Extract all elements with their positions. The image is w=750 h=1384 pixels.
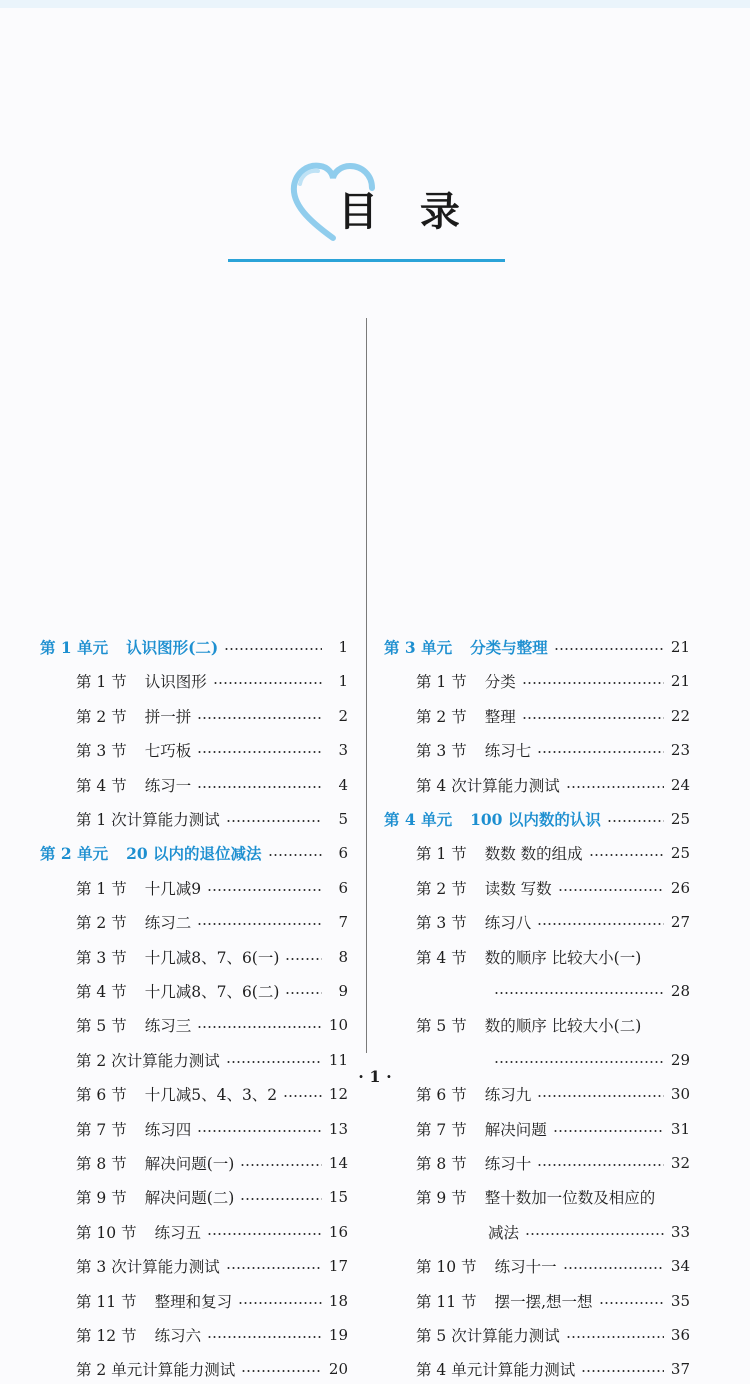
toc-entry-title: 分类与整理 <box>470 638 548 657</box>
toc-entry-row[interactable] <box>416 907 690 937</box>
dot-leader <box>207 889 322 891</box>
toc-page-number: 36 <box>670 1326 690 1344</box>
toc-entry-label <box>76 1358 235 1380</box>
dot-leader <box>566 1336 664 1338</box>
dot-leader <box>197 1026 322 1028</box>
dot-leader <box>224 648 322 650</box>
toc-entry-label <box>76 946 279 968</box>
toc-entry-number: 第 5 次计算能力测试 <box>416 1327 560 1345</box>
dot-leader <box>197 786 322 788</box>
toc-entry-number: 第 1 节 <box>416 673 467 692</box>
dot-leader <box>226 1267 322 1269</box>
toc-page-number: 22 <box>670 706 690 725</box>
toc-entry-title: 减法 <box>488 1223 520 1242</box>
toc-unit-row[interactable] <box>384 632 690 662</box>
toc-entry-row[interactable] <box>76 1320 348 1350</box>
toc-entry-number: 第 4 节 <box>76 776 127 795</box>
toc-entry-number: 第 2 节 <box>76 707 127 726</box>
toc-entry-row[interactable] <box>416 838 690 868</box>
toc-entry-row[interactable] <box>76 1010 348 1040</box>
toc-entry-title: 十几减8、7、6(一) <box>144 948 280 967</box>
dot-leader <box>213 682 322 684</box>
toc-entry-row[interactable] <box>416 1286 690 1316</box>
toc-unit-row[interactable] <box>40 838 348 868</box>
toc-entry-label <box>76 1083 277 1105</box>
toc-entry-label <box>76 1221 201 1243</box>
toc-entry-number: 第 4 单元计算能力测试 <box>416 1361 576 1380</box>
dot-leader <box>607 820 664 822</box>
toc-entry-title: 十几减9 <box>144 879 202 898</box>
toc-entry-number: 第 2 节 <box>76 914 127 933</box>
toc-entry-row[interactable] <box>416 1010 690 1040</box>
toc-page-number: 25 <box>670 810 690 828</box>
toc-entry-row[interactable] <box>76 942 348 972</box>
toc-entry-title: 拼一拼 <box>144 707 192 726</box>
toc-entry-number: 第 7 节 <box>76 1120 127 1139</box>
dot-leader <box>197 751 322 753</box>
toc-entry-row[interactable] <box>76 1251 348 1281</box>
toc-entry-row[interactable] <box>416 1148 690 1178</box>
toc-entry-number: 第 3 节 <box>76 948 127 967</box>
toc-entry-title: 十几减8、7、6(二) <box>144 983 280 1001</box>
toc-entry-number: 第 7 节 <box>416 1120 467 1139</box>
toc-entry-title: 解决问题(二) <box>144 1189 235 1208</box>
toc-entry-number: 第 1 节 <box>76 673 127 692</box>
toc-entry-title: 练习五 <box>154 1223 202 1242</box>
toc-entry-row[interactable] <box>76 1148 348 1178</box>
toc-page-number: 4 <box>338 775 348 794</box>
toc-entry-number: 第 8 节 <box>76 1155 127 1173</box>
dot-leader <box>197 923 322 925</box>
toc-page-number: 25 <box>670 844 690 863</box>
toc-page-number: 29 <box>670 1050 690 1069</box>
toc-entry-row[interactable] <box>416 666 690 696</box>
dot-leader <box>522 717 664 719</box>
dot-leader <box>494 1061 664 1063</box>
toc-page-number: 6 <box>338 878 348 897</box>
dot-leader <box>553 1130 664 1132</box>
dot-leader <box>581 1370 664 1372</box>
toc-page-number: 20 <box>328 1360 348 1379</box>
toc-entry-label <box>416 739 531 761</box>
dot-leader <box>494 992 664 994</box>
dot-leader <box>537 751 664 753</box>
toc-entry-title: 认识图形(二) <box>126 638 219 657</box>
toc-entry-number: 第 2 节 <box>416 707 467 726</box>
toc-entry-title: 数的顺序 比较大小(一) <box>484 948 642 967</box>
dot-leader <box>240 1198 322 1200</box>
page-number: · 1 · <box>358 1067 392 1086</box>
toc-entry-title: 数数 数的组成 <box>484 845 583 864</box>
toc-unit-row[interactable] <box>40 632 348 662</box>
toc-page-number: 8 <box>338 947 348 966</box>
toc-entry-row[interactable] <box>76 770 348 800</box>
toc-page-number: 3 <box>338 741 348 760</box>
toc-entry-number: 第 4 节 <box>76 983 127 1001</box>
toc-entry-title: 练习一 <box>144 776 192 795</box>
toc-entry-number: 第 1 次计算能力测试 <box>76 811 220 829</box>
toc-entry-row[interactable] <box>76 1217 348 1247</box>
toc-entry-label <box>76 670 207 692</box>
toc-entry-number: 第 9 节 <box>76 1189 127 1208</box>
dot-leader <box>566 786 664 788</box>
top-band <box>0 0 750 8</box>
dot-leader <box>537 1164 664 1166</box>
toc-page-number: 10 <box>328 1016 348 1035</box>
toc-entry-number: 第 5 节 <box>76 1017 127 1036</box>
toc-entry-number: 第 3 节 <box>76 742 127 761</box>
toc-entry-number: 第 3 节 <box>416 742 467 761</box>
toc-page-number: 13 <box>328 1119 348 1138</box>
toc-entry-title: 分类 <box>484 673 516 692</box>
toc-entry-label <box>416 911 531 933</box>
dot-leader <box>238 1302 322 1304</box>
toc-entry-label <box>76 1118 191 1140</box>
toc-entry-title: 练习三 <box>144 1017 192 1036</box>
toc-page-number: 18 <box>328 1291 348 1310</box>
toc-entry-number: 第 9 节 <box>416 1189 467 1208</box>
toc-page-number: 7 <box>338 913 348 932</box>
toc-entry-label <box>76 808 220 830</box>
toc-entry-label <box>76 1186 234 1208</box>
toc-entry-number: 第 3 次计算能力测试 <box>76 1258 220 1277</box>
toc-entry-number: 第 5 节 <box>416 1017 467 1036</box>
dot-leader <box>589 854 664 856</box>
toc-entry-title: 整十数加一位数及相应的 <box>484 1189 656 1208</box>
toc-entry-label <box>416 877 552 899</box>
toc-entry-row[interactable] <box>416 1354 690 1384</box>
toc-entry-number: 第 2 单元计算能力测试 <box>76 1361 236 1380</box>
toc-entry-row[interactable] <box>416 942 690 972</box>
toc-entry-label <box>384 808 601 830</box>
toc-entry-number: 第 2 次计算能力测试 <box>76 1051 220 1070</box>
dot-leader <box>207 1233 322 1235</box>
toc-entry-row[interactable] <box>76 907 348 937</box>
toc-entry-row[interactable] <box>76 666 348 696</box>
dot-leader <box>226 820 322 822</box>
toc-entry-title: 整理和复习 <box>154 1292 233 1311</box>
toc-entry-title: 练习七 <box>484 742 532 761</box>
toc-entry-row[interactable] <box>416 1251 690 1281</box>
toc-entry-label <box>416 1152 531 1174</box>
column-divider <box>366 318 367 1053</box>
toc-page-number: 35 <box>670 1291 690 1310</box>
toc-entry-label <box>416 842 583 864</box>
toc-entry-number: 第 1 节 <box>416 845 467 864</box>
toc-entry-number: 第 12 节 <box>76 1327 137 1345</box>
toc-entry-label <box>76 705 191 727</box>
toc-entry-title: 十几减5、4、3、2 <box>144 1086 278 1105</box>
toc-entry-row[interactable] <box>76 1286 348 1316</box>
toc-page-number: 1 <box>338 638 348 656</box>
dot-leader <box>268 854 322 856</box>
toc-page-number: 33 <box>670 1222 690 1241</box>
toc-entry-title: 解决问题 <box>484 1120 547 1139</box>
toc-entry-title: 练习十一 <box>494 1258 557 1277</box>
dot-leader <box>197 1130 322 1132</box>
toc-page-number: 11 <box>328 1050 348 1069</box>
toc-entry-label <box>76 1152 234 1174</box>
toc-entry-row[interactable] <box>416 735 690 765</box>
toc-entry-number: 第 8 节 <box>416 1155 467 1173</box>
toc-entry-label <box>384 636 548 658</box>
dot-leader <box>285 992 322 994</box>
toc-entry-number: 第 3 节 <box>416 914 467 933</box>
toc-page-number: 2 <box>338 706 348 725</box>
toc-entry-title: 认识图形 <box>144 673 207 692</box>
toc-page-number: 9 <box>338 982 348 1000</box>
toc-entry-title: 练习二 <box>144 914 192 933</box>
toc-entry-label <box>416 1186 655 1208</box>
toc-entry-title: 练习十 <box>484 1155 532 1173</box>
toc-entry-label <box>76 774 191 796</box>
dot-leader <box>563 1267 664 1269</box>
dot-leader <box>554 648 664 650</box>
toc-page-number: 32 <box>670 1154 690 1172</box>
dot-leader <box>522 682 664 684</box>
toc-entry-label <box>76 1014 191 1036</box>
toc-entry-row[interactable] <box>76 1114 348 1144</box>
toc-entry-title: 100 以内数的认识 <box>470 810 601 829</box>
toc-entry-label <box>76 1255 220 1277</box>
toc-entry-title: 整理 <box>484 707 516 726</box>
toc-entry-row[interactable] <box>416 1114 690 1144</box>
toc-page-number: 34 <box>670 1257 690 1276</box>
toc-entry-row[interactable] <box>416 873 690 903</box>
toc-entry-number: 第 11 节 <box>416 1292 477 1311</box>
toc-entry-number: 第 4 单元 <box>384 810 453 829</box>
toc-entry-title: 练习九 <box>484 1086 532 1105</box>
toc-entry-row[interactable] <box>76 735 348 765</box>
toc-entry-row[interactable] <box>76 1182 348 1212</box>
toc-entry-row[interactable] <box>76 873 348 903</box>
toc-entry-title: 练习六 <box>154 1327 202 1345</box>
dot-leader <box>197 717 322 719</box>
toc-entry-number: 第 11 节 <box>76 1292 137 1311</box>
dot-leader <box>537 1095 664 1097</box>
dot-leader <box>558 889 664 891</box>
toc-page-number: 15 <box>328 1188 348 1207</box>
toc-entry-label <box>76 980 279 1002</box>
toc-page-number: 5 <box>338 810 348 828</box>
toc-entry-label <box>76 877 201 899</box>
dot-leader <box>240 1164 322 1166</box>
toc-page-number: 27 <box>670 913 690 932</box>
toc-entry-label <box>40 842 262 864</box>
toc-entry-number: 第 4 次计算能力测试 <box>416 776 560 795</box>
title-block <box>280 150 480 260</box>
toc-entry-label <box>76 911 191 933</box>
toc-page-number: 17 <box>328 1257 348 1276</box>
toc-entry-title: 摆一摆,想一想 <box>494 1292 593 1311</box>
toc-entry-number: 第 10 节 <box>416 1258 477 1277</box>
toc-entry-row[interactable] <box>416 976 690 1006</box>
toc-entry-row[interactable] <box>76 701 348 731</box>
dot-leader <box>207 1336 322 1338</box>
toc-page-number: 14 <box>328 1154 348 1172</box>
toc-entry-number: 第 3 单元 <box>384 638 453 657</box>
toc-entry-number: 第 2 节 <box>416 879 467 898</box>
toc-entry-title: 解决问题(一) <box>144 1155 235 1173</box>
dot-leader <box>226 1061 322 1063</box>
toc-entry-label <box>416 1118 547 1140</box>
toc-page-number: 19 <box>328 1326 348 1344</box>
toc-page-number: 28 <box>670 982 690 1000</box>
toc-entry-title: 练习四 <box>144 1120 192 1139</box>
toc-entry-label <box>40 636 218 658</box>
page-title: 目 录 <box>338 189 474 235</box>
toc-entry-label <box>416 774 560 796</box>
toc-entry-title: 20 以内的退位减法 <box>126 844 262 864</box>
toc-entry-label <box>416 1014 641 1036</box>
dot-leader <box>599 1302 664 1304</box>
toc-page-number: 6 <box>338 844 348 863</box>
toc-page-number: 30 <box>670 1085 690 1104</box>
toc-entry-number: 第 6 节 <box>416 1086 467 1105</box>
toc-entry-label <box>416 1324 560 1346</box>
toc-entry-label <box>416 1290 593 1312</box>
toc-page-number: 24 <box>670 775 690 794</box>
toc-entry-label <box>76 1324 201 1346</box>
toc-entry-row[interactable] <box>416 701 690 731</box>
toc-page-number: 31 <box>670 1119 690 1138</box>
toc-page-number: 1 <box>338 672 348 691</box>
toc-entry-label <box>416 670 516 692</box>
toc-unit-row[interactable] <box>384 804 690 834</box>
toc-entry-row[interactable] <box>76 1354 348 1384</box>
toc-page-number: 21 <box>670 672 690 691</box>
toc-entry-label <box>416 705 516 727</box>
toc-page-number: 23 <box>670 741 690 760</box>
toc-entry-label <box>416 1358 575 1380</box>
toc-entry-label <box>416 1255 557 1277</box>
dot-leader <box>285 958 322 960</box>
toc-entry-title: 数的顺序 比较大小(二) <box>484 1017 642 1036</box>
title-underline <box>228 259 505 262</box>
toc-entry-number: 第 6 节 <box>76 1086 127 1105</box>
toc-entry-row[interactable] <box>76 804 348 834</box>
toc-entry-label <box>488 1221 519 1243</box>
toc-entry-title: 七巧板 <box>144 742 192 761</box>
toc-entry-label <box>416 946 641 968</box>
toc-entry-number: 第 2 单元 <box>40 844 109 864</box>
toc-entry-row[interactable] <box>416 1182 690 1212</box>
toc-entry-number: 第 1 单元 <box>40 638 109 657</box>
toc-entry-title: 练习八 <box>484 914 532 933</box>
toc-page-number: 12 <box>328 1085 348 1104</box>
toc-entry-number: 第 4 节 <box>416 948 467 967</box>
toc-page-number: 16 <box>328 1222 348 1241</box>
toc-entry-row[interactable] <box>416 1320 690 1350</box>
toc-entry-row[interactable] <box>76 976 348 1006</box>
toc-entry-row[interactable] <box>416 770 690 800</box>
dot-leader <box>525 1233 664 1235</box>
toc-entry-label <box>76 1290 232 1312</box>
dot-leader <box>537 923 664 925</box>
toc-entry-row[interactable] <box>416 1217 690 1247</box>
toc-page-number: 21 <box>670 638 690 656</box>
toc-entry-label <box>76 739 191 761</box>
toc-entry-label <box>416 1083 531 1105</box>
toc-entry-number: 第 10 节 <box>76 1223 137 1242</box>
dot-leader <box>241 1370 322 1372</box>
toc-entry-title: 读数 写数 <box>484 879 552 898</box>
toc-page-number: 37 <box>670 1360 690 1379</box>
dot-leader <box>283 1095 322 1097</box>
toc-entry-number: 第 1 节 <box>76 879 127 898</box>
toc-page-number: 26 <box>670 878 690 897</box>
